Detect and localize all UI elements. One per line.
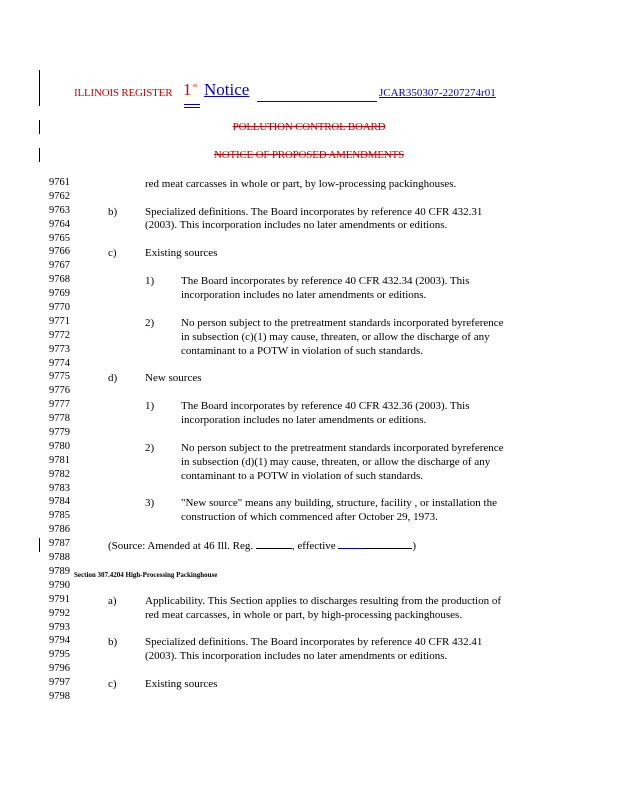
line-number: 9791 xyxy=(49,594,70,605)
issue-number: 1 xyxy=(183,80,192,99)
document-code: JCAR350307-2207274r01 xyxy=(379,87,496,99)
list-label: d) xyxy=(108,372,118,384)
paragraph-line: red meat carcasses, in whole or part, by high-processing packinghouses. xyxy=(145,609,463,621)
line-number: 9779 xyxy=(49,427,70,438)
line-number: 9766 xyxy=(49,246,70,257)
list-label: 2) xyxy=(145,442,155,454)
paragraph-line: Specialized definitions. The Board incorporates by reference 40 CFR 432.41 xyxy=(145,636,483,648)
paragraph-line: construction of which commenced after October 29, 1973. xyxy=(181,511,438,523)
paragraph-line: Existing sources xyxy=(145,678,218,690)
line-number: 9775 xyxy=(49,371,70,382)
list-label: a) xyxy=(108,595,117,607)
paragraph-line: "New source" means any building, structure, facility , or installation the xyxy=(181,497,497,509)
register-name: ILLINOIS REGISTER xyxy=(74,87,173,99)
line-number: 9769 xyxy=(49,288,70,299)
header-underline xyxy=(257,101,377,102)
line-number: 9773 xyxy=(49,344,70,355)
line-number: 9792 xyxy=(49,608,70,619)
paragraph-line: No person subject to the pretreatment standards incorporated byreference xyxy=(181,442,504,454)
line-number: 9798 xyxy=(49,691,70,702)
list-label: 3) xyxy=(145,497,155,509)
line-number: 9781 xyxy=(49,455,70,466)
line-number: 9790 xyxy=(49,580,70,591)
line-number: 9793 xyxy=(49,622,70,633)
line-number: 9788 xyxy=(49,552,70,563)
paragraph-line: No person subject to the pretreatment standards incorporated byreference xyxy=(181,317,504,329)
paragraph-line: in subsection (d)(1) may cause, threaten, or allow the discharge of any xyxy=(181,456,491,468)
paragraph-line: in subsection (c)(1) may cause, threaten, or allow the discharge of any xyxy=(181,331,490,343)
insert-mark xyxy=(184,107,200,108)
change-bar xyxy=(39,70,40,106)
paragraph-line: red meat carcasses in whole or part, by low-processing packinghouses. xyxy=(145,178,457,190)
line-number: 9797 xyxy=(49,677,70,688)
source-note xyxy=(108,538,416,553)
line-number: 9786 xyxy=(49,524,70,535)
paragraph-line: contaminant to a POTW in violation of such standards. xyxy=(181,345,424,357)
list-label: 1) xyxy=(145,275,155,287)
line-number: 9784 xyxy=(49,496,70,507)
line-number: 9778 xyxy=(49,413,70,424)
blank-field xyxy=(338,538,412,549)
list-label: c) xyxy=(108,678,117,690)
line-number: 9783 xyxy=(49,483,70,494)
paragraph-line: Applicability. This Section applies to discharges resulting from the production of xyxy=(145,595,502,607)
paragraph-line: (2003). This incorporation includes no later amendments or editions. xyxy=(145,650,448,662)
paragraph-line: (2003). This incorporation includes no later amendments or editions. xyxy=(145,219,448,231)
paragraph-line: Specialized definitions. The Board incorporates by reference 40 CFR 432.31 xyxy=(145,206,483,218)
line-number: 9776 xyxy=(49,385,70,396)
paragraph-line: contaminant to a POTW in violation of such standards. xyxy=(181,470,424,482)
line-number: 9761 xyxy=(49,177,70,188)
line-number: 9768 xyxy=(49,274,70,285)
line-number: 9782 xyxy=(49,469,70,480)
paragraph-line: New sources xyxy=(145,372,202,384)
blank-field xyxy=(256,538,292,549)
paragraph-line: incorporation includes no later amendments or editions. xyxy=(181,414,427,426)
change-bar xyxy=(39,538,40,552)
line-number: 9796 xyxy=(49,663,70,674)
section-heading: Section 307.4204 High-Processing Packinghouse xyxy=(74,571,218,579)
list-label: b) xyxy=(108,206,118,218)
line-number: 9763 xyxy=(49,205,70,216)
source-text: (Source: Amended at 46 Ill. Reg. xyxy=(108,540,256,552)
insert-mark xyxy=(184,104,200,105)
line-number: 9767 xyxy=(49,260,70,271)
notice-label: Notice xyxy=(204,80,250,99)
line-number: 9771 xyxy=(49,316,70,327)
source-text: ) xyxy=(412,540,417,552)
paragraph-line: Existing sources xyxy=(145,247,218,259)
line-number: 9794 xyxy=(49,635,70,646)
paragraph-line: incorporation includes no later amendments or editions. xyxy=(181,289,427,301)
issue-superscript: st xyxy=(193,83,198,89)
line-number: 9785 xyxy=(49,510,70,521)
line-number: 9765 xyxy=(49,233,70,244)
list-label: c) xyxy=(108,247,117,259)
notice-title: NOTICE OF PROPOSED AMENDMENTS xyxy=(213,149,405,161)
register-header xyxy=(74,80,514,110)
line-number: 9777 xyxy=(49,399,70,410)
list-label: 1) xyxy=(145,400,155,412)
line-number: 9774 xyxy=(49,358,70,369)
line-number: 9770 xyxy=(49,302,70,313)
paragraph-line: The Board incorporates by reference 40 CFR 432.36 (2003). This xyxy=(181,400,470,412)
line-number: 9795 xyxy=(49,649,70,660)
list-label: 2) xyxy=(145,317,155,329)
line-number: 9764 xyxy=(49,219,70,230)
paragraph-line: The Board incorporates by reference 40 CFR 432.34 (2003). This xyxy=(181,275,470,287)
line-number: 9789 xyxy=(49,566,70,577)
line-number: 9780 xyxy=(49,441,70,452)
list-label: b) xyxy=(108,636,118,648)
source-text: , effective xyxy=(291,540,339,552)
line-number: 9762 xyxy=(49,191,70,202)
line-number: 9772 xyxy=(49,330,70,341)
board-title: POLLUTION CONTROL BOARD xyxy=(232,121,386,133)
line-number: 9787 xyxy=(49,538,70,549)
